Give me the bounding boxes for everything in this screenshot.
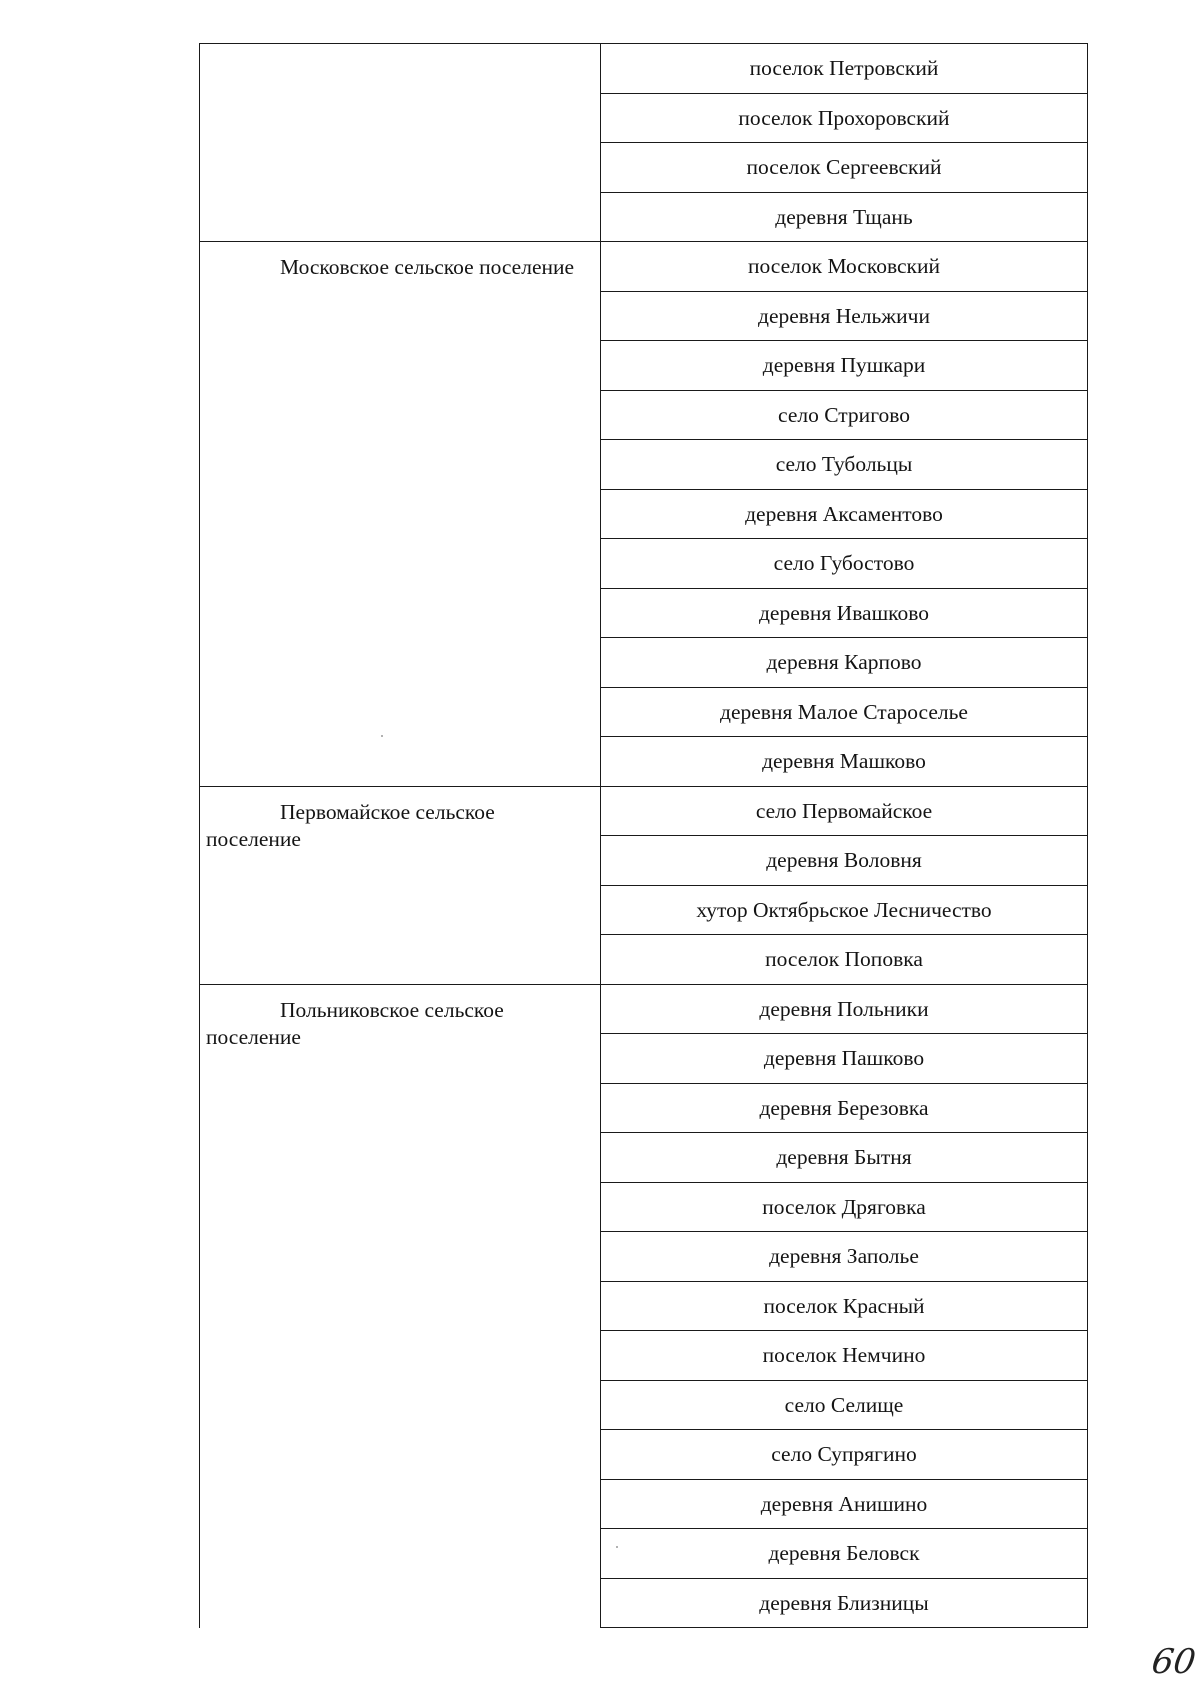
- locality-cell: деревня Анишино: [601, 1479, 1088, 1529]
- locality-cell: деревня Пушкари: [601, 341, 1088, 391]
- locality-cell: поселок Сергеевский: [601, 143, 1088, 193]
- table-row: [200, 242, 1088, 292]
- locality-cell: деревня Воловня: [601, 836, 1088, 886]
- locality-cell: село Губостово: [601, 539, 1088, 589]
- locality-cell: поселок Немчино: [601, 1331, 1088, 1381]
- page-number: 60: [1149, 1642, 1199, 1682]
- locality-cell: деревня Близницы: [601, 1578, 1088, 1628]
- locality-cell: поселок Поповка: [601, 935, 1088, 985]
- settlement-group-cell: [200, 44, 601, 242]
- locality-cell: деревня Карпово: [601, 638, 1088, 688]
- locality-cell: деревня Березовка: [601, 1083, 1088, 1133]
- settlement-group-name: Первомайское сельское поселение: [206, 799, 495, 851]
- table-row: [200, 786, 1088, 836]
- settlement-group-cell: [200, 984, 601, 1628]
- locality-cell: поселок Московский: [601, 242, 1088, 292]
- scan-speck: [616, 1546, 618, 1548]
- locality-cell: поселок Дряговка: [601, 1182, 1088, 1232]
- locality-cell: деревня Аксаментово: [601, 489, 1088, 539]
- locality-cell: деревня Бытня: [601, 1133, 1088, 1183]
- locality-cell: деревня Польники: [601, 984, 1088, 1034]
- settlement-group-cell: [200, 242, 601, 787]
- locality-cell: поселок Петровский: [601, 44, 1088, 94]
- locality-cell: деревня Беловск: [601, 1529, 1088, 1579]
- locality-cell: село Первомайское: [601, 786, 1088, 836]
- settlement-group-name: Московское сельское поселение: [280, 255, 575, 279]
- locality-cell: село Селище: [601, 1380, 1088, 1430]
- locality-cell: село Стригово: [601, 390, 1088, 440]
- locality-cell: хутор Октябрьское Лесничество: [601, 885, 1088, 935]
- table-row: [200, 44, 1088, 94]
- locality-cell: деревня Пашково: [601, 1034, 1088, 1084]
- locality-cell: деревня Нельжичи: [601, 291, 1088, 341]
- locality-cell: поселок Прохоровский: [601, 93, 1088, 143]
- locality-cell: деревня Машково: [601, 737, 1088, 787]
- scan-speck: [381, 735, 383, 737]
- locality-cell: деревня Малое Староселье: [601, 687, 1088, 737]
- locality-cell: поселок Красный: [601, 1281, 1088, 1331]
- locality-cell: деревня Ивашково: [601, 588, 1088, 638]
- table-row: [200, 984, 1088, 1034]
- locality-cell: село Тубольцы: [601, 440, 1088, 490]
- locality-cell: деревня Заполье: [601, 1232, 1088, 1282]
- settlements-table: [199, 43, 1088, 1628]
- settlement-group-name: Польниковское сельское поселение: [206, 997, 504, 1049]
- locality-cell: деревня Тщань: [601, 192, 1088, 242]
- settlements-table-body: [200, 44, 1088, 1628]
- settlement-group-cell: [200, 786, 601, 984]
- locality-cell: село Супрягино: [601, 1430, 1088, 1480]
